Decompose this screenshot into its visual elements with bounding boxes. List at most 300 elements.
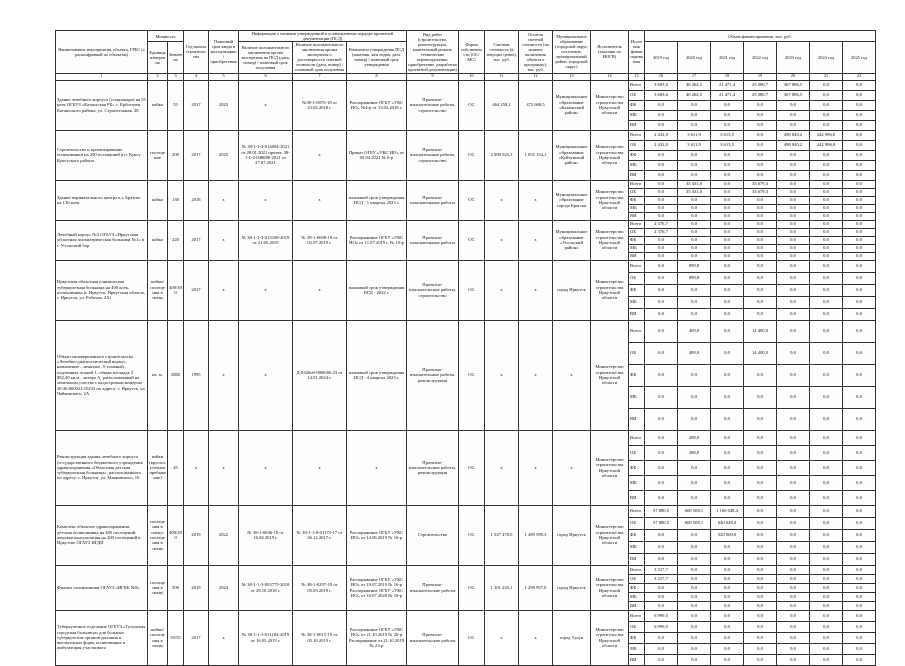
funding-amount: 0,0 [645, 272, 678, 284]
column-number: 4 [184, 73, 209, 80]
object-name: Комплекс объектов здравоохранения: детская поликлиника на 400 посещений, женская консультация на 200 посещений в Иркутске ОГАУЗ ИГДП [56, 505, 148, 565]
funding-amount: 3 613,5 [711, 130, 744, 140]
remaining-cost: х [519, 430, 553, 505]
ownership: ОС [459, 505, 485, 565]
pricing-conclusion: х [293, 180, 347, 220]
funding-amount: 0,0 [777, 632, 810, 643]
funding-amount: 0,0 [645, 204, 678, 212]
plan-end-year: х [209, 320, 239, 430]
funding-amount: 40 264,5 [678, 90, 711, 100]
table-row [56, 80, 876, 90]
capacity-unit: койки/посещения в смену [148, 260, 168, 320]
approval-requisites: Распоряжение ОГБУ «УКС ИО» от 14.06.2019 № 16-р [347, 505, 407, 565]
funding-amount: 0,0 [744, 529, 777, 541]
funding-amount: 0,0 [777, 252, 810, 260]
funding-amount: 0,0 [678, 408, 711, 430]
remaining-cost: 1 299 957,8 [519, 565, 553, 610]
funding-source: МБ [629, 244, 645, 252]
funding-amount: 0,0 [843, 170, 876, 180]
funding-amount: 0,0 [744, 120, 777, 130]
funding-amount: 3 603,6 [645, 80, 678, 90]
capacity-value: 400/200 [168, 505, 184, 565]
funding-amount: 0,0 [711, 180, 744, 188]
positive-conclusion: № 38-1-0046-18 от 16.04.2019 г. [239, 505, 293, 565]
table-row [56, 505, 876, 517]
funding-source: Всего [629, 260, 645, 272]
funding-amount: 0,0 [777, 430, 810, 445]
funding-amount: 0,0 [744, 517, 777, 529]
funding-amount: 0,0 [744, 643, 777, 654]
funding-amount: 0,0 [744, 592, 777, 601]
capacity-value: 50/55 [168, 610, 184, 665]
funding-amount: 0,0 [678, 621, 711, 632]
table-row [56, 180, 876, 188]
col-header-positive-conclusion: Наличие положительного заключения органа экспертизы на ПСД (дата, номер) / плановый срок получения [239, 42, 293, 73]
funding-amount: 0,0 [843, 130, 876, 140]
funding-amount: 0,0 [810, 260, 843, 272]
funding-amount: 0,0 [777, 260, 810, 272]
approval-requisites: плановый срок утверждения ПСД - 4 квартал 2023 г. [347, 320, 407, 430]
funding-amount: 0,0 [810, 386, 843, 408]
funding-amount: 0,0 [711, 632, 744, 643]
funding-amount: 0,0 [744, 130, 777, 140]
remaining-cost: х [519, 320, 553, 430]
plan-end-year: х [209, 220, 239, 260]
pricing-conclusion: х [293, 260, 347, 320]
pricing-conclusion: х [293, 130, 347, 180]
funding-amount: 0,0 [843, 100, 876, 110]
funding-amount: 0,0 [744, 610, 777, 621]
funding-source: Всего [629, 565, 645, 574]
funding-amount: 0,0 [843, 632, 876, 643]
funding-amount: 0,0 [777, 196, 810, 204]
funding-source: ВИ [629, 601, 645, 610]
col-header-name: Наименование мероприятия, объекта, ГРБС (с расшифровкой по объектам) [56, 31, 148, 74]
funding-amount: 0,0 [810, 120, 843, 130]
col-header-year: 2020 год [678, 42, 711, 73]
capacity-unit: посещения в смену [148, 565, 168, 610]
estimated-cost: х [485, 320, 519, 430]
funding-amount: 0,0 [777, 110, 810, 120]
col-header-remaining-cost: Остаток сметной стоимости (на момент включения объекта в программу), тыс. руб. [519, 31, 553, 74]
funding-amount: 899,8 [678, 260, 711, 272]
funding-amount: 0,0 [711, 228, 744, 236]
funding-source: ВИ [629, 252, 645, 260]
funding-amount: 35 431,0 [678, 188, 711, 196]
funding-amount: 0,0 [810, 364, 843, 386]
work-type: Проектно-изыскательные работы [407, 180, 459, 220]
funding-amount: 3 317,7 [645, 565, 678, 574]
col-header-year: 2022 год [744, 42, 777, 73]
funding-amount: 0,0 [843, 220, 876, 228]
funding-amount: 0,0 [843, 430, 876, 445]
funding-amount: 0,0 [711, 188, 744, 196]
funding-amount: 0,0 [744, 196, 777, 204]
plan-end-year: 2022 [209, 505, 239, 565]
col-header-pricing-conclusion: Наличие положительного заключения органа экспертизы о достоверности сметной стоимости (дата, номер) / плановый срок получения [293, 42, 347, 73]
funding-amount: 0,0 [810, 621, 843, 632]
funding-amount: 25 380,7 [744, 80, 777, 90]
funding-amount: 0,0 [777, 272, 810, 284]
document-page [55, 30, 875, 662]
funding-amount: 0,0 [645, 364, 678, 386]
funding-amount: 0,0 [777, 180, 810, 188]
executor: Министерство строительства Иркутской области [591, 610, 629, 665]
funding-source: ФБ [629, 529, 645, 541]
funding-amount: 0,0 [843, 583, 876, 592]
col-header-estimated-cost: Сметная стоимость (в текущих ценах), тыс. руб. [485, 31, 519, 74]
approval-requisites: Приказ ОГБУ «УКС ИО» от 05.04.2021 № 6-р [347, 130, 407, 180]
funding-amount: 0,0 [810, 220, 843, 228]
capacity-value: 55 [168, 80, 184, 130]
funding-amount: 2 432,0 [645, 140, 678, 150]
funding-amount: 0,0 [678, 100, 711, 110]
work-type: Проектно-изыскательные работы [407, 220, 459, 260]
executor: Министерство строительства Иркутской области [591, 565, 629, 610]
capacity-unit: койки (круглосуточное пребывание) [148, 430, 168, 505]
funding-amount: 0,0 [843, 386, 876, 408]
funding-amount: 0,0 [777, 654, 810, 665]
estimated-cost: 464 258,1 [485, 80, 519, 130]
funding-amount: 0,0 [678, 196, 711, 204]
capacity-value: 3882 [168, 320, 184, 430]
funding-amount: 0,0 [711, 260, 744, 272]
funding-amount: 33 679,3 [744, 188, 777, 196]
funding-amount: 242 996,0 [810, 140, 843, 150]
table-row [56, 610, 876, 621]
funding-amount: 0,0 [711, 252, 744, 260]
funding-amount: 0,0 [678, 553, 711, 565]
col-header-year: 2024 год [810, 42, 843, 73]
approval-requisites: Распоряжение ОГБУ «УКС ИО» от 19.07.2019 № 16-р Распоряжение ОГБУ «УКС ИО» от 10.07.2020 № 10-р [347, 565, 407, 610]
object-name: Лечебный корпус №3 ОГБУЗ «Иркутская областная психиатрическая больница №1» в г. Усольский бор [56, 220, 148, 260]
funding-amount: 0,0 [711, 610, 744, 621]
remaining-cost: 1 489 599,3 [519, 505, 553, 565]
funding-amount: 0,0 [810, 212, 843, 220]
funding-amount: 0,0 [777, 386, 810, 408]
ownership: ОС [459, 130, 485, 180]
funding-amount: 0,0 [744, 574, 777, 583]
funding-amount: 0,0 [777, 100, 810, 110]
funding-amount: 0,0 [744, 110, 777, 120]
funding-amount: 0,0 [711, 170, 744, 180]
funding-amount: 0,0 [645, 553, 678, 565]
object-name: Филиал поликлиники ОГАУЗ «ИГКБ №8» [56, 565, 148, 610]
funding-amount: 0,0 [777, 490, 810, 505]
pricing-conclusion: № 38-1-1-0-01173-17 от 26.12.2017 г. [293, 505, 347, 565]
funding-amount: 0,0 [777, 220, 810, 228]
funding-source: Всего [629, 610, 645, 621]
funding-amount: 0,0 [744, 475, 777, 490]
funding-amount: 0,0 [744, 583, 777, 592]
funding-amount: 0,0 [777, 244, 810, 252]
funding-amount: 0,0 [810, 110, 843, 120]
funding-amount: 0,0 [810, 308, 843, 320]
column-number-row [56, 73, 876, 80]
funding-amount: 0,0 [810, 284, 843, 296]
funding-amount: 0,0 [678, 170, 711, 180]
funding-amount: 0,0 [711, 408, 744, 430]
estimated-cost: 1 301 233,1 [485, 565, 519, 610]
column-number: 13 [553, 73, 591, 80]
col-header-approval: Реквизиты утверждения ПСД (заказчик, кем издан, дата, номер) / плановый срок утверждения [347, 42, 407, 73]
funding-amount: 0,0 [711, 574, 744, 583]
funding-amount: 0,0 [810, 505, 843, 517]
funding-amount: 6 999,5 [645, 621, 678, 632]
funding-amount: 0,0 [645, 180, 678, 188]
funding-amount: 0,0 [843, 110, 876, 120]
funding-source: Всего [629, 130, 645, 140]
funding-amount: 0,0 [711, 284, 744, 296]
funding-amount: 0,0 [777, 150, 810, 160]
funding-amount: 0,0 [843, 460, 876, 475]
funding-amount: 0,0 [711, 475, 744, 490]
positive-conclusion: № 38-1-1-3-011184-2019 от 16.05.2019 г. [239, 610, 293, 665]
funding-amount: 0,0 [645, 120, 678, 130]
financing-table [55, 30, 876, 666]
capacity-value: 500 [168, 565, 184, 610]
funding-amount: 0,0 [843, 490, 876, 505]
ownership: ОС [459, 610, 485, 665]
funding-amount: 0,0 [777, 342, 810, 364]
funding-amount: 0,0 [810, 460, 843, 475]
funding-amount: 0,0 [810, 654, 843, 665]
funding-amount: 0,0 [810, 170, 843, 180]
funding-source: ФБ [629, 284, 645, 296]
funding-amount: 0,0 [744, 308, 777, 320]
plan-end-year: х [209, 610, 239, 665]
work-type: Проектно-изыскательские работы [407, 565, 459, 610]
column-number: 14 [591, 73, 629, 80]
funding-amount: 0,0 [678, 212, 711, 220]
funding-amount: 0,0 [744, 260, 777, 272]
funding-amount: 0,0 [678, 308, 711, 320]
funding-amount: 0,0 [645, 260, 678, 272]
funding-source: ОБ [629, 188, 645, 196]
funding-amount: 0,0 [810, 601, 843, 610]
funding-amount: 0,0 [678, 364, 711, 386]
funding-amount: 0,0 [678, 529, 711, 541]
col-header-start-year: Год начала строительства [184, 31, 209, 74]
funding-amount: 0,0 [777, 228, 810, 236]
funding-amount: 0,0 [645, 529, 678, 541]
positive-conclusion: № 38-1-1-3-014004-2021 от 28.01.2021 проект, 38-1-1-2-048088-2021 от 27.07.2021 [239, 130, 293, 180]
start-year: 2018 [184, 180, 209, 220]
funding-amount: 0,0 [645, 150, 678, 160]
funding-amount: 33 679,3 [744, 180, 777, 188]
funding-amount: 0,0 [711, 643, 744, 654]
funding-amount: 0,0 [711, 308, 744, 320]
funding-amount: 0,0 [744, 553, 777, 565]
pricing-conclusion: №38-1-0070-18 от 23.02.2018 г. [293, 80, 347, 130]
funding-amount: 0,0 [645, 284, 678, 296]
start-year: 2017 [184, 130, 209, 180]
funding-amount: 0,0 [843, 475, 876, 490]
funding-amount: 0,0 [777, 120, 810, 130]
funding-amount: 0,0 [843, 284, 876, 296]
funding-amount: 21 471,4 [711, 80, 744, 90]
funding-amount: 0,0 [777, 529, 810, 541]
municipality: город Иркутск [553, 565, 591, 610]
funding-amount: 0,0 [810, 574, 843, 583]
column-number: 6 [239, 73, 293, 80]
funding-amount: 409,0 [678, 342, 711, 364]
funding-amount: 35 431,0 [678, 180, 711, 188]
capacity-unit: койка [148, 220, 168, 260]
col-header-source: Источник финансирования [629, 31, 645, 74]
funding-amount: 0,0 [678, 386, 711, 408]
positive-conclusion: х [239, 430, 293, 505]
funding-amount: 0,0 [678, 583, 711, 592]
funding-amount: 0,0 [810, 204, 843, 212]
col-header-unit: Единица измерения [148, 42, 168, 73]
funding-amount: 0,0 [843, 565, 876, 574]
executor: Министерство строительства Иркутской области [591, 220, 629, 260]
funding-source: Всего [629, 180, 645, 188]
funding-amount: 0,0 [810, 180, 843, 188]
funding-amount: 0,0 [777, 601, 810, 610]
funding-amount: 0,0 [843, 643, 876, 654]
funding-amount: 0,0 [744, 204, 777, 212]
funding-amount: 367 886,5 [777, 80, 810, 90]
funding-source: ОБ [629, 140, 645, 150]
funding-amount: 0,0 [843, 236, 876, 244]
funding-amount: 0,0 [843, 320, 876, 342]
executor: Министерство строительства Иркутской области [591, 260, 629, 320]
funding-amount: 0,0 [711, 553, 744, 565]
capacity-unit: койка [148, 80, 168, 130]
funding-amount: 3 317,7 [645, 574, 678, 583]
object-name: Иркутская областная клиническая туберкулезная больница на 400 коек, поликлиника (г. Иркутск, Иркутская область, г. Иркутск, ул. Рабочая, 2А) [56, 260, 148, 320]
funding-amount: 0,0 [843, 252, 876, 260]
funding-amount: 0,0 [678, 160, 711, 170]
funding-amount: 600 508,1 [678, 505, 711, 517]
funding-amount: 0,0 [744, 252, 777, 260]
funding-amount: 0,0 [744, 460, 777, 475]
funding-amount: 0,0 [711, 541, 744, 553]
positive-conclusion: х [239, 320, 293, 430]
funding-amount: 0,0 [645, 236, 678, 244]
positive-conclusion: № 38-1-1-3-003775-2018 от 28.10.2018 г. [239, 565, 293, 610]
funding-amount: 0,0 [810, 592, 843, 601]
funding-amount: 0,0 [711, 565, 744, 574]
work-type: Проектно-изыскательские работы [407, 610, 459, 665]
funding-amount: 0,0 [843, 541, 876, 553]
funding-amount: 3 611,9 [678, 140, 711, 150]
estimated-cost: 1 547 478,0 [485, 505, 519, 565]
municipality: х [553, 320, 591, 430]
ownership: ОС [459, 320, 485, 430]
column-number: 3 [168, 73, 184, 80]
funding-source: ВИ [629, 553, 645, 565]
ownership: ОС [459, 260, 485, 320]
start-year: 2017 [184, 260, 209, 320]
table-row [56, 565, 876, 574]
capacity-value: 220 [168, 220, 184, 260]
funding-amount: 0,0 [711, 460, 744, 475]
funding-amount: 0,0 [810, 529, 843, 541]
funding-amount: 0,0 [810, 100, 843, 110]
approval-requisites: плановый срок утверждения ПСД - 2022 г. [347, 260, 407, 320]
funding-source: ОБ [629, 445, 645, 460]
funding-amount: 0,0 [744, 654, 777, 665]
funding-amount: 0,0 [645, 296, 678, 308]
pricing-conclusion: Д-0320об-0006/06.23 от 14.01.2024 г. [293, 320, 347, 430]
funding-amount: 0,0 [645, 601, 678, 610]
funding-amount: 0,0 [711, 150, 744, 160]
funding-amount: 57 880,5 [645, 517, 678, 529]
funding-amount: 0,0 [711, 592, 744, 601]
funding-amount: 0,0 [777, 284, 810, 296]
funding-amount: 0,0 [711, 272, 744, 284]
funding-amount: 2 376,7 [645, 220, 678, 228]
funding-amount: 0,0 [744, 236, 777, 244]
funding-amount: 0,0 [744, 386, 777, 408]
funding-amount: 0,0 [744, 160, 777, 170]
funding-amount: 0,0 [843, 308, 876, 320]
funding-amount: 0,0 [777, 574, 810, 583]
funding-amount: 0,0 [777, 188, 810, 196]
approval-requisites: Распоряжение ОГБУ «УКС ИО» от 11.07.2019 г. № 10-р [347, 220, 407, 260]
col-header-capacity: Мощность [148, 31, 184, 42]
work-type: Проектно-изыскательные работы, строительство [407, 80, 459, 130]
pricing-conclusion: № 38-1-0008-19 от 02.07.2019 г. [293, 220, 347, 260]
municipality: Муниципальное образование «Усольский район» [553, 220, 591, 260]
funding-amount: 0,0 [645, 490, 678, 505]
funding-amount: 0,0 [843, 517, 876, 529]
estimated-cost: х [485, 430, 519, 505]
col-header-finance: Объем финансирования, тыс. руб. [645, 31, 876, 42]
funding-amount: 0,0 [777, 170, 810, 180]
funding-amount: 0,0 [843, 272, 876, 284]
funding-amount: 0,0 [843, 120, 876, 130]
funding-amount: 0,0 [711, 430, 744, 445]
funding-amount: 0,0 [645, 592, 678, 601]
funding-amount: 0,0 [843, 553, 876, 565]
funding-amount: 0,0 [843, 244, 876, 252]
funding-amount: 0,0 [645, 342, 678, 364]
remaining-cost: х [519, 180, 553, 220]
table-row [56, 430, 876, 445]
funding-amount: 0,0 [678, 236, 711, 244]
funding-source: ОБ [629, 342, 645, 364]
capacity-unit: койки/посещения в смену [148, 610, 168, 665]
funding-amount: 0,0 [711, 386, 744, 408]
funding-amount: 2 376,7 [645, 228, 678, 236]
column-number: 8 [347, 73, 407, 80]
funding-amount: 520 000,0 [711, 529, 744, 541]
column-number: 7 [293, 73, 347, 80]
funding-source: ФБ [629, 583, 645, 592]
col-header-year: 2023 год [777, 42, 810, 73]
funding-amount: 0,0 [645, 632, 678, 643]
estimated-cost: х [485, 260, 519, 320]
funding-amount: 409,0 [678, 320, 711, 342]
funding-amount: 14 400,0 [744, 342, 777, 364]
col-header-executor: Исполнитель (заказчик по ИОГВ) [591, 31, 629, 74]
column-number: 15 [629, 73, 645, 80]
funding-amount: 0,0 [645, 654, 678, 665]
positive-conclusion: х [239, 180, 293, 220]
funding-amount: 0,0 [744, 212, 777, 220]
funding-amount: 0,0 [810, 643, 843, 654]
remaining-cost: х [519, 260, 553, 320]
funding-amount: 0,0 [810, 632, 843, 643]
object-name: Реконструкция здания лечебного корпуса (государственного бюджетного учреждения здравоохранения «Областная детская туберкулезная больница», расположенного по адресу: г. Иркутск, ул. Маяковского, 16 [56, 430, 148, 505]
table-body [56, 80, 876, 665]
funding-amount: 0,0 [645, 460, 678, 475]
funding-amount: 0,0 [645, 196, 678, 204]
